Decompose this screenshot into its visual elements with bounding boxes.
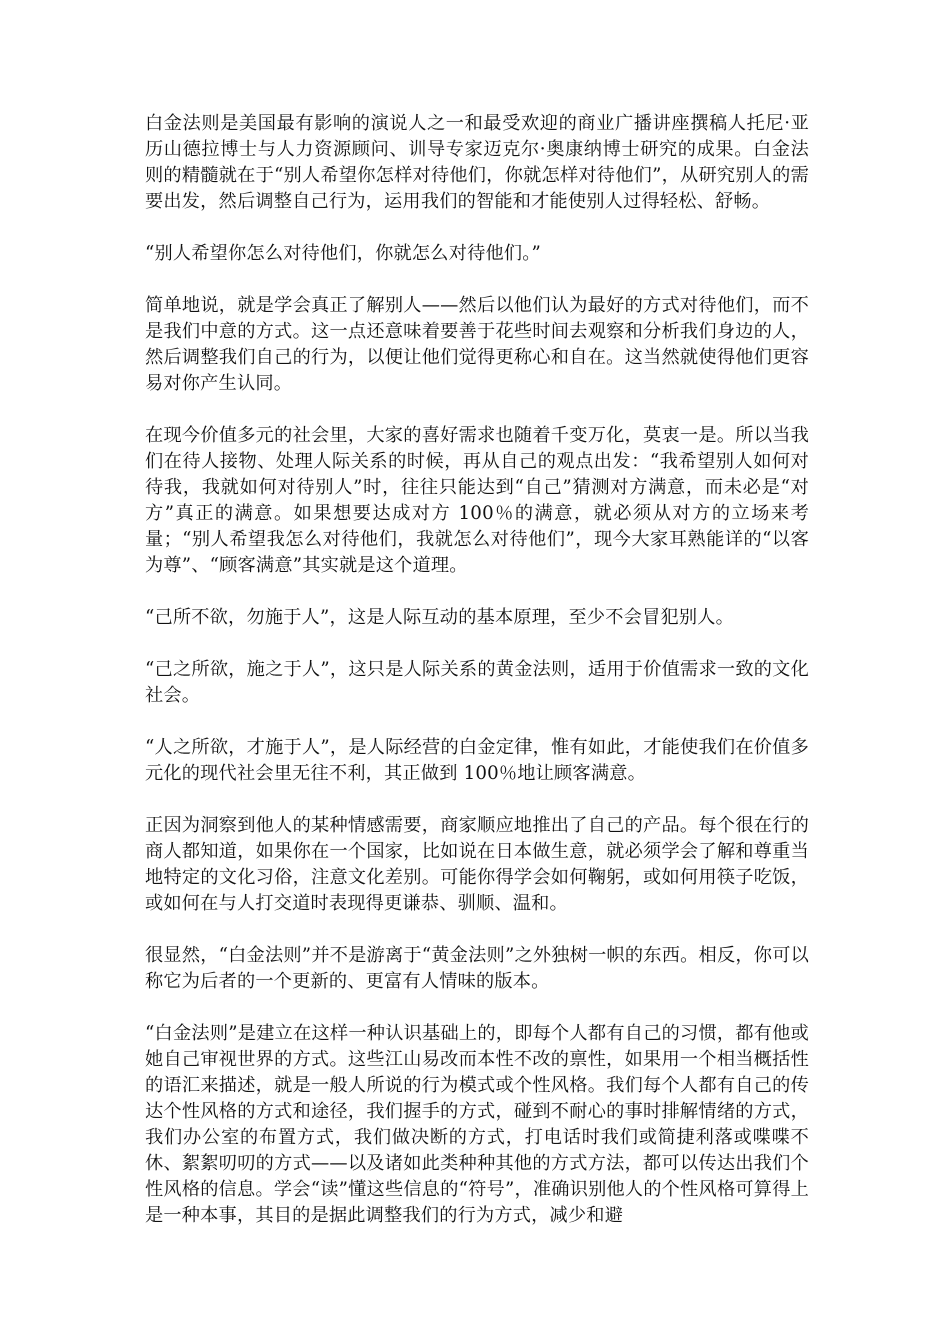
paragraph-silver-principle: “己所不欲，勿施于人”，这是人际互动的基本原理，至少不会冒犯别人。 xyxy=(145,607,735,628)
paragraph-simple-explanation: 简单地说，就是学会真正了解别人——然后以他们认为最好的方式对待他们，而不是我们中意的方式。这一点还意味着要善于花些时间去观察和分析我们身边的人，然后调整我们自己的行为，以便让他们觉得更称心和自在。这当然就使得他们更容易对你产生认同。 xyxy=(145,295,809,394)
paragraph-intro: 白金法则是美国最有影响的演说人之一和最受欢迎的商业广播讲座撰稿人托尼·亚历山德拉博士与人力资源顾问、训导专家迈克尔·奥康纳博士研究的成果。白金法则的精髓就在于“别人希望你怎样对待他们，你就怎样对待他们”，从研究别人的需要出发，然后调整自己行为，运用我们的智能和才能使别人过得轻松、舒畅。 xyxy=(145,113,809,212)
paragraph-personal-style: “白金法则”是建立在这样一种认识基础上的，即每个人都有自己的习惯，都有他或她自己审视世界的方式。这些江山易改而本性不改的禀性，如果用一个相当概括性的语汇来描述，就是一般人所说的行为模式或个性风格。我们每个人都有自己的传达个性风格的方式和途径，我们握手的方式，碰到不耐心的事时排解情绪的方式，我们办公室的布置方式，我们做决断的方式，打电话时我们或简捷利落或喋喋不休、絮絮叨叨的方式——以及诸如此类种种其他的方式方法，都可以传达出我们个性风格的信息。学会“读”懂这些信息的“符号”，准确识别他人的个性风格可算得上是一种本事，其目的是据此调整我们的行为方式，减少和避 xyxy=(145,1023,809,1226)
paragraph-platinum-law: “人之所欲，才施于人”，是人际经营的白金定律，惟有如此，才能使我们在价值多元化的现代社会里无往不利，其正做到 100％地让顾客满意。 xyxy=(145,737,809,784)
paragraph-golden-rule: “己之所欲，施之于人”，这只是人际关系的黄金法则，适用于价值需求一致的文化社会。 xyxy=(145,659,809,706)
paragraph-quote-platinum-rule: “别人希望你怎么对待他们，你就怎么对待他们。” xyxy=(145,243,542,264)
paragraph-business-culture: 正因为洞察到他人的某种情感需要，商家顺应地推出了自己的产品。每个很在行的商人都知道，如果你在一个国家，比如说在日本做生意，就必须学会了解和尊重当地特定的文化习俗，注意文化差别。可能你得学会如何鞠躬，或如何用筷子吃饭，或如何在与人打交道时表现得更谦恭、驯顺、温和。 xyxy=(145,815,809,914)
paragraph-diverse-values: 在现今价值多元的社会里，大家的喜好需求也随着千变万化，莫衷一是。所以当我们在待人接物、处理人际关系的时候，再从自己的观点出发：“我希望别人如何对待我，我就如何对待别人”时，往往只能达到“自己”猜测对方满意，而未必是“对方”真正的满意。如果想要达成对方 100％的满意，就必须从对方的立场来考量；“别人希望我怎么对待他们，我就怎么对待他们”，现今大家耳熟能详的“以客为尊”、“顾客满意”其实就是这个道理。 xyxy=(145,425,809,576)
paragraph-comparison: 很显然，“白金法则”并不是游离于“黄金法则”之外独树一帜的东西。相反，你可以称它为后者的一个更新的、更富有人情味的版本。 xyxy=(145,945,809,992)
document-body xyxy=(145,111,809,1229)
